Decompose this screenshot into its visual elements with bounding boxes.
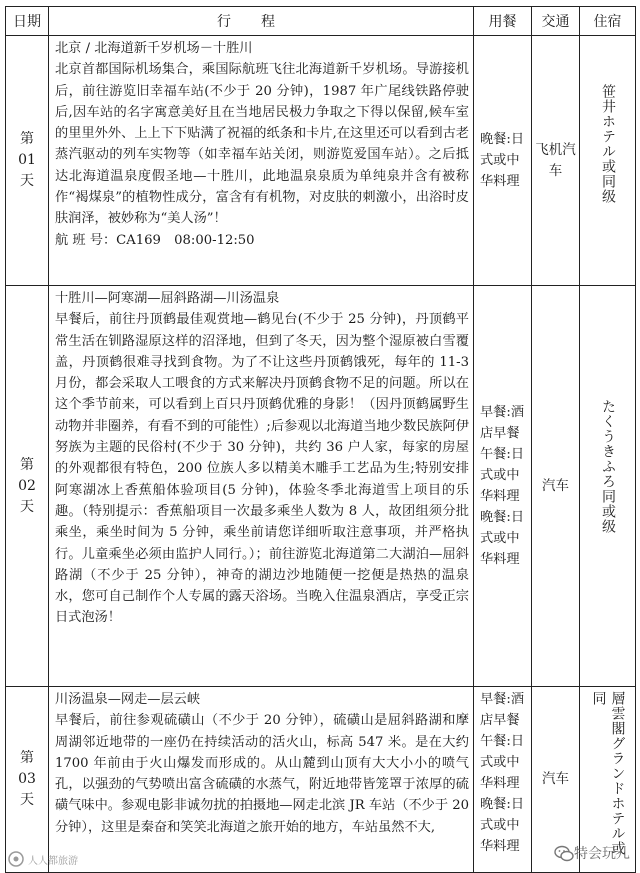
header-date: 日期 [6, 7, 49, 36]
watermark-left-text: 人人都旅游 [28, 855, 78, 867]
meals-cell: 早餐:酒店早餐午餐:日式或中华料理晚餐:日式或中华料理 [474, 286, 532, 687]
route-description: 北京首都国际机场集合，乘国际航班飞往北海道新千岁机场。导游接机后，前往游览旧幸福车站(不少于 20 分钟)，1987 年广尾线铁路停驶后,因车站的名字寓意美好且在当地居民极力争取之下得以保留,候车室的里里外外、上上下下贴满了祝福的纸条和卡片,在这里还可以看到古老蒸汽驱动的列车实物等（如幸福车站关闭，则游览爱国车站）。之后抵达北海道温泉度假圣地—十胜川，此地温泉泉质为单纯泉并含有被称作“褐煤泉”的植物性成分，富含有有机物，对皮肤的刺激小，出浴时皮肤润泽，被妙称为“美人汤”！ [55, 62, 469, 227]
route-title: 十胜川—阿寒湖—屈斜路湖—川汤温泉 [55, 291, 280, 306]
hotel-name: たくうきふろ同或级 [600, 399, 616, 534]
hotel-name: 笹井ホテル或同级 [600, 83, 616, 204]
route-title: 川汤温泉—网走—层云峡 [55, 692, 201, 707]
header-route: 行程 [49, 7, 474, 36]
table-row [6, 286, 636, 687]
itinerary-cell [49, 286, 474, 687]
wechat-icon [554, 845, 570, 861]
day-label: 第 03 天 [6, 687, 49, 873]
header-row [6, 7, 636, 36]
table-row [6, 687, 636, 873]
route-description: 早餐后，前往参观硫磺山（不少于 20 分钟），硫磺山是屈斜路湖和摩周湖邻近地带的一座仍在持续活动的活火山，标高 547 米。是在大约 1700 年前由于火山爆发而形成的。从山麓到山顶有大大小小的喷气孔，以强劲的气势喷出富含硫磺的水蒸气，附近地带皆笼罩于浓厚的硫磺气味中。参观电影非诚勿扰的拍摄地—网走北滨 JR 车站（不少于 20 分钟），这里是秦奋和笑笑北海道之旅开始的地方，车站虽然不大, [55, 713, 469, 835]
transport-cell: 飞机汽车 [532, 36, 580, 286]
watermark-right [554, 843, 630, 863]
flight-info: 航 班 号：CA169 08:00-12:50 [55, 232, 255, 248]
header-transport: 交通 [532, 7, 580, 36]
day-label: 第 02 天 [6, 286, 49, 687]
header-meals: 用餐 [474, 7, 532, 36]
watermark-right-text: 特会玩儿 [574, 846, 630, 862]
transport-cell: 汽车 [532, 286, 580, 687]
meals-cell: 早餐:酒店早餐午餐:日式或中华料理晚餐:日式或中华料理 [474, 687, 532, 873]
transport-cell: 汽车 [532, 687, 580, 873]
route-title: 北京 / 北海道新千岁机场－十胜川 [55, 41, 253, 56]
hotel-cell [580, 36, 636, 286]
day-label: 第 01 天 [6, 36, 49, 286]
watermark-left [8, 851, 78, 867]
itinerary-cell [49, 36, 474, 286]
route-description: 早餐后，前往丹顶鹤最佳观赏地—鹤见台(不少于 25 分钟)，丹顶鹤平常生活在钏路湿原这样的沼泽地，但到了冬天，因为整个湿原被白雪覆盖，丹顶鹤很难寻找到食物。为了不让这些丹顶鹤饿死，每年的 11-3 月份，都会采取人工喂食的方式来解决丹顶鹤食物不足的问题。所以在这个季节前来，可以看到上百只丹顶鹤优雅的身影！（因丹顶鹤属野生动物并非圈养，有看不到的可能性）;后参观以北海道当地少数民族阿伊努族为主题的民俗村(不少于 30 分钟)，共约 36 户人家，每家的房屋的外观都很有特色，200 位族人多以精美木雕手工艺品为生;特别安排阿寒湖冰上香蕉船体验项目(5 分钟)，体验冬季北海道雪上项目的乐趣。（特别提示：香蕉船项目一次最多乘坐人数为 8 人，故团组须分批乘坐，乘坐时间为 5 分钟，乘坐前请您详细听取注意事项，并严格执行。儿童乘坐必须由监护人同行。）；前往游览北海道第二大湖泊—屈斜路湖（不少于 25 分钟），神奇的湖边沙地随便一挖便是热热的温泉水，您可自己制作个人专属的露天浴场。当晚入住温泉酒店，享受正宗日式泡汤！ [55, 312, 469, 626]
itinerary-cell [49, 687, 474, 873]
brand-logo-icon [8, 851, 24, 867]
table-row [6, 36, 636, 286]
meals-cell: 晚餐:日式或中华料理 [474, 36, 532, 286]
itinerary-table [5, 6, 636, 873]
hotel-name: 層雲閣グランドホテル或同 [590, 691, 626, 856]
header-hotel: 住宿 [580, 7, 636, 36]
hotel-cell [580, 286, 636, 687]
